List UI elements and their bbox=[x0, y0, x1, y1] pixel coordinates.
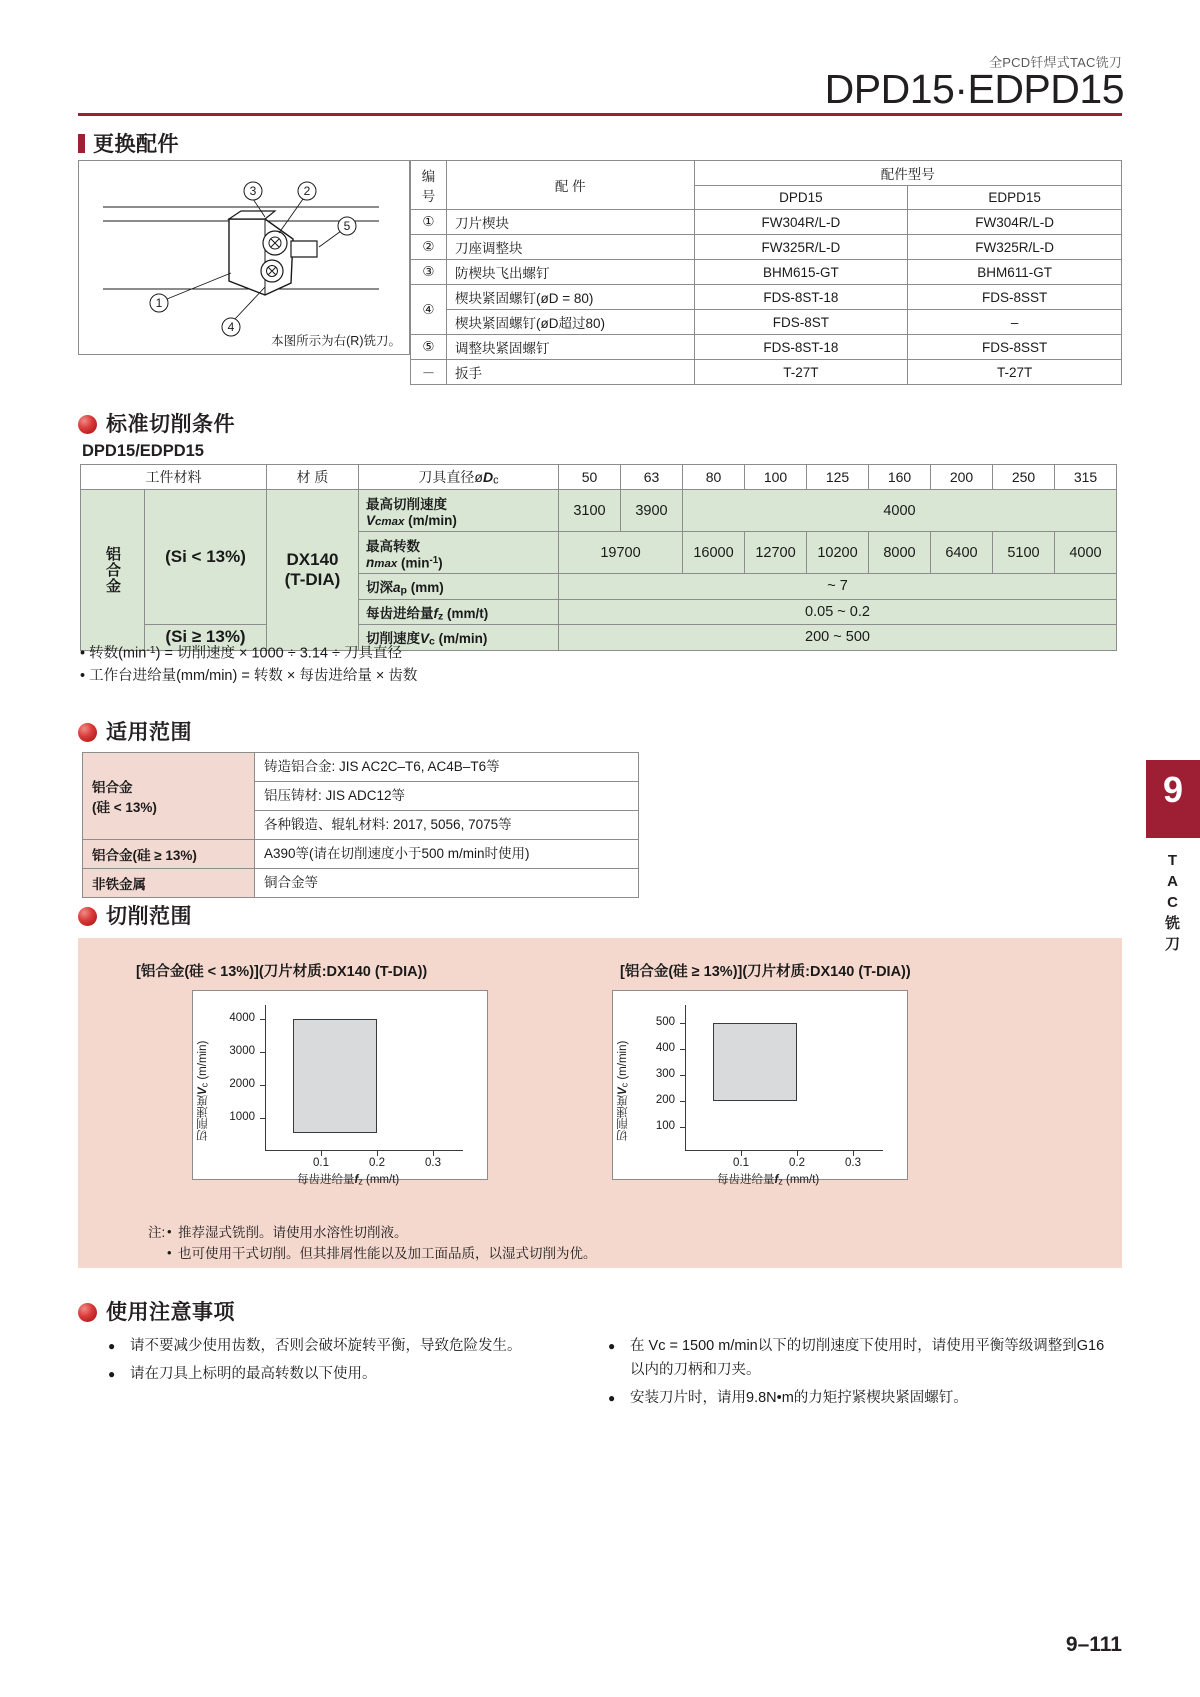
cutting-range-panel bbox=[78, 938, 1122, 1268]
cell-grade bbox=[267, 490, 359, 651]
x-label-0.2: 0.2 bbox=[369, 1157, 385, 1169]
precaution-item: ● 在 Vc = 1500 m/min以下的切削速度下使用时，请使用平衡等级调整到G16以内的刀柄和刀夹。 bbox=[608, 1334, 1108, 1382]
header-dia-200: 200 bbox=[931, 465, 993, 490]
header-dia-125: 125 bbox=[807, 465, 869, 490]
chart-title-right: [铝合金(硅 ≥ 13%)](刀片材质:DX140 (T-DIA)) bbox=[620, 964, 911, 980]
header-diameter: 刀具直径øDc bbox=[359, 465, 559, 490]
table-header-row bbox=[81, 465, 1117, 490]
chart-left bbox=[192, 990, 488, 1187]
row-part: 刀片楔块 bbox=[446, 210, 694, 235]
row-part: 楔块紧固螺钉(øD = 80) bbox=[446, 285, 694, 310]
value-vcmax-63: 3900 bbox=[621, 490, 683, 532]
table-row bbox=[411, 210, 1122, 235]
table-row bbox=[411, 285, 1122, 310]
row-no: ② bbox=[411, 235, 447, 260]
parts-diagram bbox=[78, 160, 410, 355]
x-tick-0.3 bbox=[433, 1150, 434, 1156]
parts-heading-label: 更换配件 bbox=[93, 133, 179, 156]
section-heading-range bbox=[78, 716, 192, 746]
row-part: 刀座调整块 bbox=[446, 235, 694, 260]
conditions-notes bbox=[80, 640, 417, 687]
header-subtitle: 全PCD钎焊式TAC铣刀 bbox=[989, 55, 1122, 70]
precaution-item: ● 请不要减少使用齿数，否则会破坏旋转平衡，导致危险发生。 bbox=[108, 1334, 588, 1358]
value-vcmax-50: 3100 bbox=[559, 490, 621, 532]
precautions-heading-label: 使用注意事项 bbox=[106, 1301, 235, 1324]
y-label-2000: 2000 bbox=[229, 1078, 255, 1090]
x-label-0.3: 0.3 bbox=[425, 1157, 441, 1169]
range-key-alloy-high: 铝合金(硅 ≥ 13%) bbox=[83, 840, 255, 869]
section-heading-charts bbox=[78, 900, 192, 930]
svg-text:2: 2 bbox=[303, 184, 311, 198]
x-label-0.3: 0.3 bbox=[845, 1157, 861, 1169]
header-dia-100: 100 bbox=[745, 465, 807, 490]
row-edpd15: BHM611-GT bbox=[908, 260, 1122, 285]
value-nmax-315: 4000 bbox=[1055, 532, 1117, 574]
y-label-1000: 1000 bbox=[229, 1111, 255, 1123]
value-vcmax-rest: 4000 bbox=[683, 490, 1117, 532]
row-no: ④ bbox=[411, 285, 447, 335]
bullet-sphere-icon bbox=[78, 415, 97, 434]
precautions-right-column bbox=[608, 1334, 1108, 1414]
header-dia-80: 80 bbox=[683, 465, 745, 490]
range-value: 各种锻造、辊轧材料: 2017, 5056, 7075等 bbox=[255, 811, 639, 840]
label-nmax: 最高转数 nmax $(\min^{-1})$ bbox=[359, 532, 559, 574]
table-row-vcmax bbox=[81, 490, 1117, 532]
chart-note-2: • 也可使用干式切削。但其排屑性能以及加工面品质，以湿式切削为优。 bbox=[178, 1243, 597, 1264]
y-axis-title: 切削速度Vc (m/min) bbox=[197, 1040, 210, 1141]
header-workpiece: 工件材料 bbox=[81, 465, 267, 490]
page-title: DPD15·EDPD15 bbox=[824, 66, 1124, 112]
range-value: 铸造铝合金: JIS AC2C–T6, AC4B–T6等 bbox=[255, 753, 639, 782]
header-model-group: 配件型号 bbox=[694, 161, 1121, 186]
row-part: 楔块紧固螺钉(øD超过80) bbox=[446, 310, 694, 335]
table-row bbox=[411, 310, 1122, 335]
y-label-4000: 4000 bbox=[229, 1012, 255, 1024]
bullet-sphere-icon bbox=[78, 907, 97, 926]
svg-text:4: 4 bbox=[227, 320, 235, 334]
y-tick-400 bbox=[680, 1049, 686, 1050]
row-part: 调整块紧固螺钉 bbox=[446, 335, 694, 360]
y-label-3000: 3000 bbox=[229, 1045, 255, 1057]
label-fz: 每齿进给量fz (mm/t) bbox=[359, 599, 559, 625]
bullet-sphere-icon bbox=[78, 1303, 97, 1322]
y-tick-300 bbox=[680, 1075, 686, 1076]
conditions-note-1: • 转数$(\min^{-1})$ = 切削速度 × 1000 ÷ 3.14 ÷ 刀具直径 bbox=[80, 645, 402, 662]
y-label-200: 200 bbox=[655, 1094, 675, 1106]
table-row bbox=[83, 869, 639, 898]
svg-text:3: 3 bbox=[249, 184, 257, 198]
row-dpd15: FW325R/L-D bbox=[694, 235, 908, 260]
chart-right-plot bbox=[613, 991, 907, 1187]
row-part: 扳手 bbox=[446, 360, 694, 385]
value-nmax-80: 16000 bbox=[683, 532, 745, 574]
range-value: 铜合金等 bbox=[255, 869, 639, 898]
precaution-item: ● 安装刀片时，请用9.8N•m的力矩拧紧楔块紧固螺钉。 bbox=[608, 1386, 1108, 1410]
y-label-300: 300 bbox=[655, 1068, 675, 1080]
precaution-item: ● 请在刀具上标明的最高转数以下使用。 bbox=[108, 1362, 588, 1386]
range-key-line1: 铝合金 bbox=[92, 780, 133, 795]
table-row bbox=[411, 235, 1122, 260]
grade-sub: (T-DIA) bbox=[284, 569, 341, 589]
cutter-assembly-drawing bbox=[79, 161, 409, 354]
diagram-caption: 本图所示为右(R)铣刀。 bbox=[271, 334, 401, 348]
y-axis bbox=[265, 1005, 266, 1151]
x-axis-title: 每齿进给量fz (mm/t) bbox=[297, 1174, 400, 1187]
row-dpd15: FDS-8ST-18 bbox=[694, 335, 908, 360]
x-tick-0.2 bbox=[797, 1150, 798, 1156]
conditions-subtitle: DPD15/EDPD15 bbox=[82, 442, 204, 460]
page-header bbox=[0, 0, 1200, 112]
x-axis-title: 每齿进给量fz (mm/t) bbox=[717, 1174, 820, 1187]
row-edpd15: – bbox=[908, 310, 1122, 335]
label-vc: 切削速度Vc (m/min) bbox=[359, 625, 559, 651]
label-vcmax-line1: 最高切削速度 bbox=[366, 497, 447, 512]
row-edpd15: FDS-8SST bbox=[908, 335, 1122, 360]
row-no: ③ bbox=[411, 260, 447, 285]
y-tick-4000 bbox=[260, 1019, 266, 1020]
side-tab-number: 9 bbox=[1162, 769, 1184, 810]
recommended-region bbox=[293, 1019, 377, 1133]
table-row bbox=[83, 753, 639, 782]
header-edpd15: EDPD15 bbox=[908, 186, 1122, 210]
heading-bar-icon bbox=[78, 134, 85, 153]
y-tick-100 bbox=[680, 1127, 686, 1128]
label-ap: 切深ap (mm) bbox=[359, 574, 559, 600]
row-dpd15: FDS-8ST-18 bbox=[694, 285, 908, 310]
header-part: 配 件 bbox=[446, 161, 694, 210]
label-vcmax-line2: Vcmax bbox=[366, 513, 405, 528]
header-grade: 材 质 bbox=[267, 465, 359, 490]
chart-notes-label: 注: bbox=[148, 1225, 166, 1240]
range-value: A390等(请在切削速度小于500 m/min时使用) bbox=[255, 840, 639, 869]
y-label-100: 100 bbox=[655, 1120, 675, 1132]
y-tick-2000 bbox=[260, 1085, 266, 1086]
x-label-0.1: 0.1 bbox=[313, 1157, 329, 1169]
grade-name: DX140 bbox=[286, 549, 339, 569]
charts-heading-label: 切削范围 bbox=[106, 905, 192, 928]
conditions-note-2: • 工作台进给量(mm/min) = 转数 × 每齿进给量 × 齿数 bbox=[80, 667, 418, 684]
row-edpd15: T-27T bbox=[908, 360, 1122, 385]
section-heading-conditions bbox=[78, 408, 235, 438]
value-nmax-100: 12700 bbox=[745, 532, 807, 574]
x-tick-0.2 bbox=[377, 1150, 378, 1156]
header-dia-315: 315 bbox=[1055, 465, 1117, 490]
svg-text:1: 1 bbox=[155, 296, 163, 310]
value-nmax-125: 10200 bbox=[807, 532, 869, 574]
label-vcmax: 最高切削速度 Vcmax (m/min) bbox=[359, 490, 559, 532]
side-tab bbox=[1146, 760, 1200, 838]
x-tick-0.1 bbox=[321, 1150, 322, 1156]
row-dpd15: T-27T bbox=[694, 360, 908, 385]
x-tick-0.3 bbox=[853, 1150, 854, 1156]
precautions-left-column bbox=[108, 1334, 588, 1390]
recommended-region bbox=[713, 1023, 797, 1101]
table-row bbox=[411, 260, 1122, 285]
svg-text:5: 5 bbox=[343, 219, 351, 233]
row-part: 防楔块飞出螺钉 bbox=[446, 260, 694, 285]
side-tab-label: T A C 铣 刀 bbox=[1164, 852, 1181, 953]
table-row bbox=[411, 360, 1122, 385]
range-key-alloy-low bbox=[83, 753, 255, 840]
y-tick-500 bbox=[680, 1023, 686, 1024]
row-no: ⑤ bbox=[411, 335, 447, 360]
header-dia-63: 63 bbox=[621, 465, 683, 490]
row-dpd15: FDS-8ST bbox=[694, 310, 908, 335]
range-key-nonferrous: 非铁金属 bbox=[83, 869, 255, 898]
row-edpd15: FW325R/L-D bbox=[908, 235, 1122, 260]
section-heading-parts bbox=[78, 128, 179, 158]
row-edpd15: FW304R/L-D bbox=[908, 210, 1122, 235]
row-edpd15: FDS-8SST bbox=[908, 285, 1122, 310]
value-ap: ~ 7 bbox=[559, 574, 1117, 600]
chart-right bbox=[612, 990, 908, 1187]
replacement-parts-table bbox=[410, 160, 1122, 385]
header-dpd15: DPD15 bbox=[694, 186, 908, 210]
section-heading-precautions bbox=[78, 1296, 235, 1326]
row-no: － bbox=[411, 360, 447, 385]
value-nmax-200: 6400 bbox=[931, 532, 993, 574]
y-tick-1000 bbox=[260, 1118, 266, 1119]
value-vc: 200 ~ 500 bbox=[559, 625, 1117, 651]
page-number: 9–111 bbox=[1065, 1633, 1122, 1656]
y-axis bbox=[685, 1005, 686, 1151]
cell-material-alloy: 铝合金 bbox=[81, 490, 145, 651]
chart-note-1: • 推荐湿式铣削。请使用水溶性切削液。 bbox=[178, 1222, 597, 1243]
table-row bbox=[83, 840, 639, 869]
y-axis-title: 切削速度Vc (m/min) bbox=[617, 1040, 630, 1141]
value-fz: 0.05 ~ 0.2 bbox=[559, 599, 1117, 625]
cutting-conditions-table bbox=[80, 464, 1117, 651]
row-dpd15: BHM615-GT bbox=[694, 260, 908, 285]
conditions-heading-label: 标准切削条件 bbox=[106, 413, 235, 436]
header-dia-50: 50 bbox=[559, 465, 621, 490]
table-row bbox=[411, 335, 1122, 360]
header-no: 编号 bbox=[411, 161, 447, 210]
x-label-0.1: 0.1 bbox=[733, 1157, 749, 1169]
applicable-range-table bbox=[82, 752, 639, 898]
bullet-sphere-icon bbox=[78, 723, 97, 742]
x-label-0.2: 0.2 bbox=[789, 1157, 805, 1169]
label-nmax-line1: 最高转数 bbox=[366, 538, 420, 554]
header-dia-160: 160 bbox=[869, 465, 931, 490]
value-nmax-250: 5100 bbox=[993, 532, 1055, 574]
y-label-500: 500 bbox=[655, 1016, 675, 1028]
header-dia-250: 250 bbox=[993, 465, 1055, 490]
y-tick-200 bbox=[680, 1101, 686, 1102]
table-header-row bbox=[411, 161, 1122, 186]
row-dpd15: FW304R/L-D bbox=[694, 210, 908, 235]
y-label-400: 400 bbox=[655, 1042, 675, 1054]
label-nmax-line2: nmax bbox=[366, 555, 398, 571]
cell-si-low: (Si < 13%) bbox=[145, 490, 267, 625]
row-no: ① bbox=[411, 210, 447, 235]
x-tick-0.1 bbox=[741, 1150, 742, 1156]
range-value: 铝压铸材: JIS ADC12等 bbox=[255, 782, 639, 811]
cell-si-high: (Si ≥ 13%) bbox=[145, 625, 267, 651]
chart-notes bbox=[148, 1222, 597, 1264]
chart-left-plot bbox=[193, 991, 487, 1187]
y-tick-3000 bbox=[260, 1052, 266, 1053]
range-heading-label: 适用范围 bbox=[106, 721, 192, 744]
range-key-line2: (硅 < 13%) bbox=[92, 800, 157, 815]
value-nmax-50-63: 19700 bbox=[559, 532, 683, 574]
chart-title-left: [铝合金(硅 < 13%)](刀片材质:DX140 (T-DIA)) bbox=[136, 964, 428, 980]
value-nmax-160: 8000 bbox=[869, 532, 931, 574]
header-rule bbox=[78, 113, 1122, 116]
